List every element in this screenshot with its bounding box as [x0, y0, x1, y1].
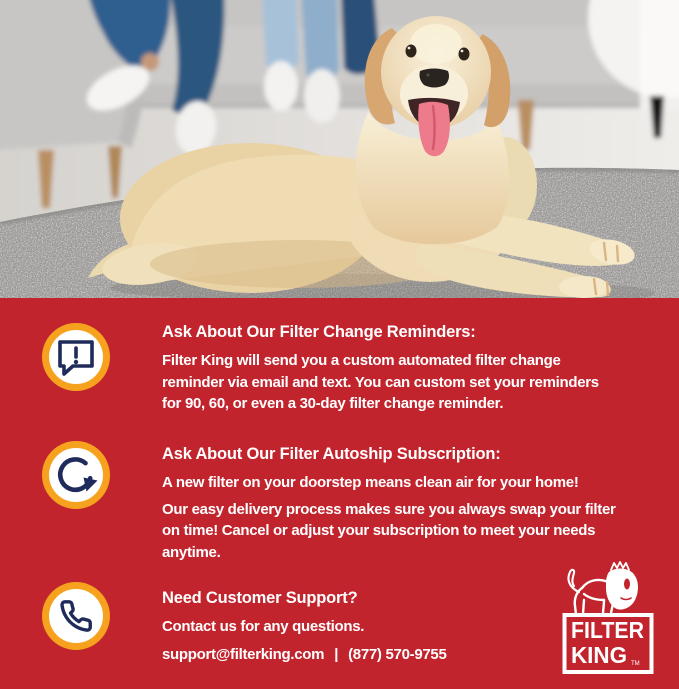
section-heading: Ask About Our Filter Change Reminders:	[162, 323, 476, 341]
logo-line1: FILTER	[571, 617, 645, 643]
filter-king-logo	[558, 560, 660, 678]
hero-photo-illustration	[0, 0, 679, 298]
support-phone: (877) 570-9755	[348, 645, 447, 663]
body-line: anytime.	[162, 543, 221, 561]
section-reminders	[162, 322, 654, 415]
body-line: Contact us for any questions.	[162, 618, 365, 635]
logo-line2: KING	[571, 642, 627, 668]
refresh-arrows-icon	[42, 441, 110, 509]
body-line: Our easy delivery process makes sure you always swap your filter	[162, 500, 616, 518]
body-line: on time! Cancel or adjust your subscription to meet your needs	[162, 522, 596, 539]
support-email: support@filterking.com	[162, 645, 325, 663]
body-line: reminder via email and text. You can custom set your reminders	[162, 373, 599, 391]
hero-photo-dog-living-room	[0, 0, 679, 298]
body-line: for 90, 60, or even a 30-day filter change reminder.	[162, 395, 504, 412]
info-panel	[0, 298, 679, 689]
intro-line: A new filter on your doorstep means clean air for your home!	[162, 474, 579, 491]
section-autoship	[162, 444, 654, 563]
logo-trademark: TM	[631, 661, 640, 667]
section-heading: Ask About Our Filter Autoship Subscription:	[162, 445, 501, 463]
speech-bubble-exclamation-icon	[42, 323, 110, 391]
section-heading: Need Customer Support?	[162, 589, 358, 607]
body-line: Filter King will send you a custom automated filter change	[162, 352, 561, 369]
phone-icon	[42, 582, 110, 650]
separator: |	[334, 645, 339, 663]
lion-crown-icon	[568, 562, 638, 614]
